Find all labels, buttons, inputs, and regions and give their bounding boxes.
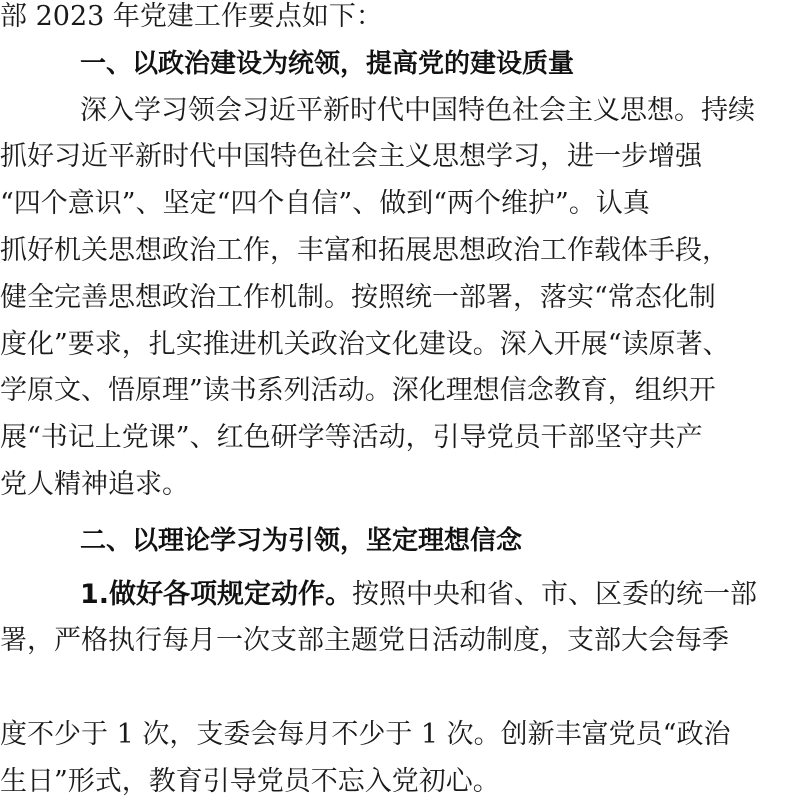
intro-line: 部 2023 年党建工作要点如下： xyxy=(0,1,383,32)
section2-item1-line-4: 生日”形式，教育引导党员不忘入党初心。 xyxy=(0,766,500,797)
section1-line-2: 抓好习近平新时代中国特色社会主义思想学习，进一步增强 xyxy=(0,141,702,172)
section1-line-7: 学原文、悟原理”读书系列活动。深化理想信念教育，组织开 xyxy=(0,375,716,406)
section1-line-6: 度化”要求，扎实推进机关政治文化建设。深入开展“读原著、 xyxy=(0,329,730,360)
item1-first-line-rest: 按照中央和省、市、区委的统一部 xyxy=(352,579,758,610)
section2-item1-line-2: 署，严格执行每月一次支部主题党日活动制度，支部大会每季 xyxy=(0,625,729,656)
section1-line-8: 展“书记上党课”、红色研学等活动，引导党员干部坚守共产 xyxy=(0,422,703,453)
section1-line-1: 深入学习领会习近平新时代中国特色社会主义思想。持续 xyxy=(80,95,755,126)
section1-line-4: 抓好机关思想政治工作，丰富和拓展思想政治工作载体手段， xyxy=(0,235,729,266)
section1-heading: 一、以政治建设为统领，提高党的建设质量 xyxy=(80,49,575,79)
section2-item1-line-1 xyxy=(80,578,757,612)
section1-line-9: 党人精神追求。 xyxy=(0,469,189,500)
section2-item1-line-3: 度不少于 1 次，支委会每月不少于 1 次。创新丰富党员“政治 xyxy=(0,719,731,750)
item1-title: 1.做好各项规定动作。 xyxy=(80,579,353,610)
section2-heading: 二、以理论学习为引领，坚定理想信念 xyxy=(80,526,523,556)
section1-line-3: “四个意识”、坚定“四个自信”、做到“两个维护”。认真 xyxy=(0,188,650,219)
section1-line-5: 健全完善思想政治工作机制。按照统一部署，落实“常态化制 xyxy=(0,282,716,313)
